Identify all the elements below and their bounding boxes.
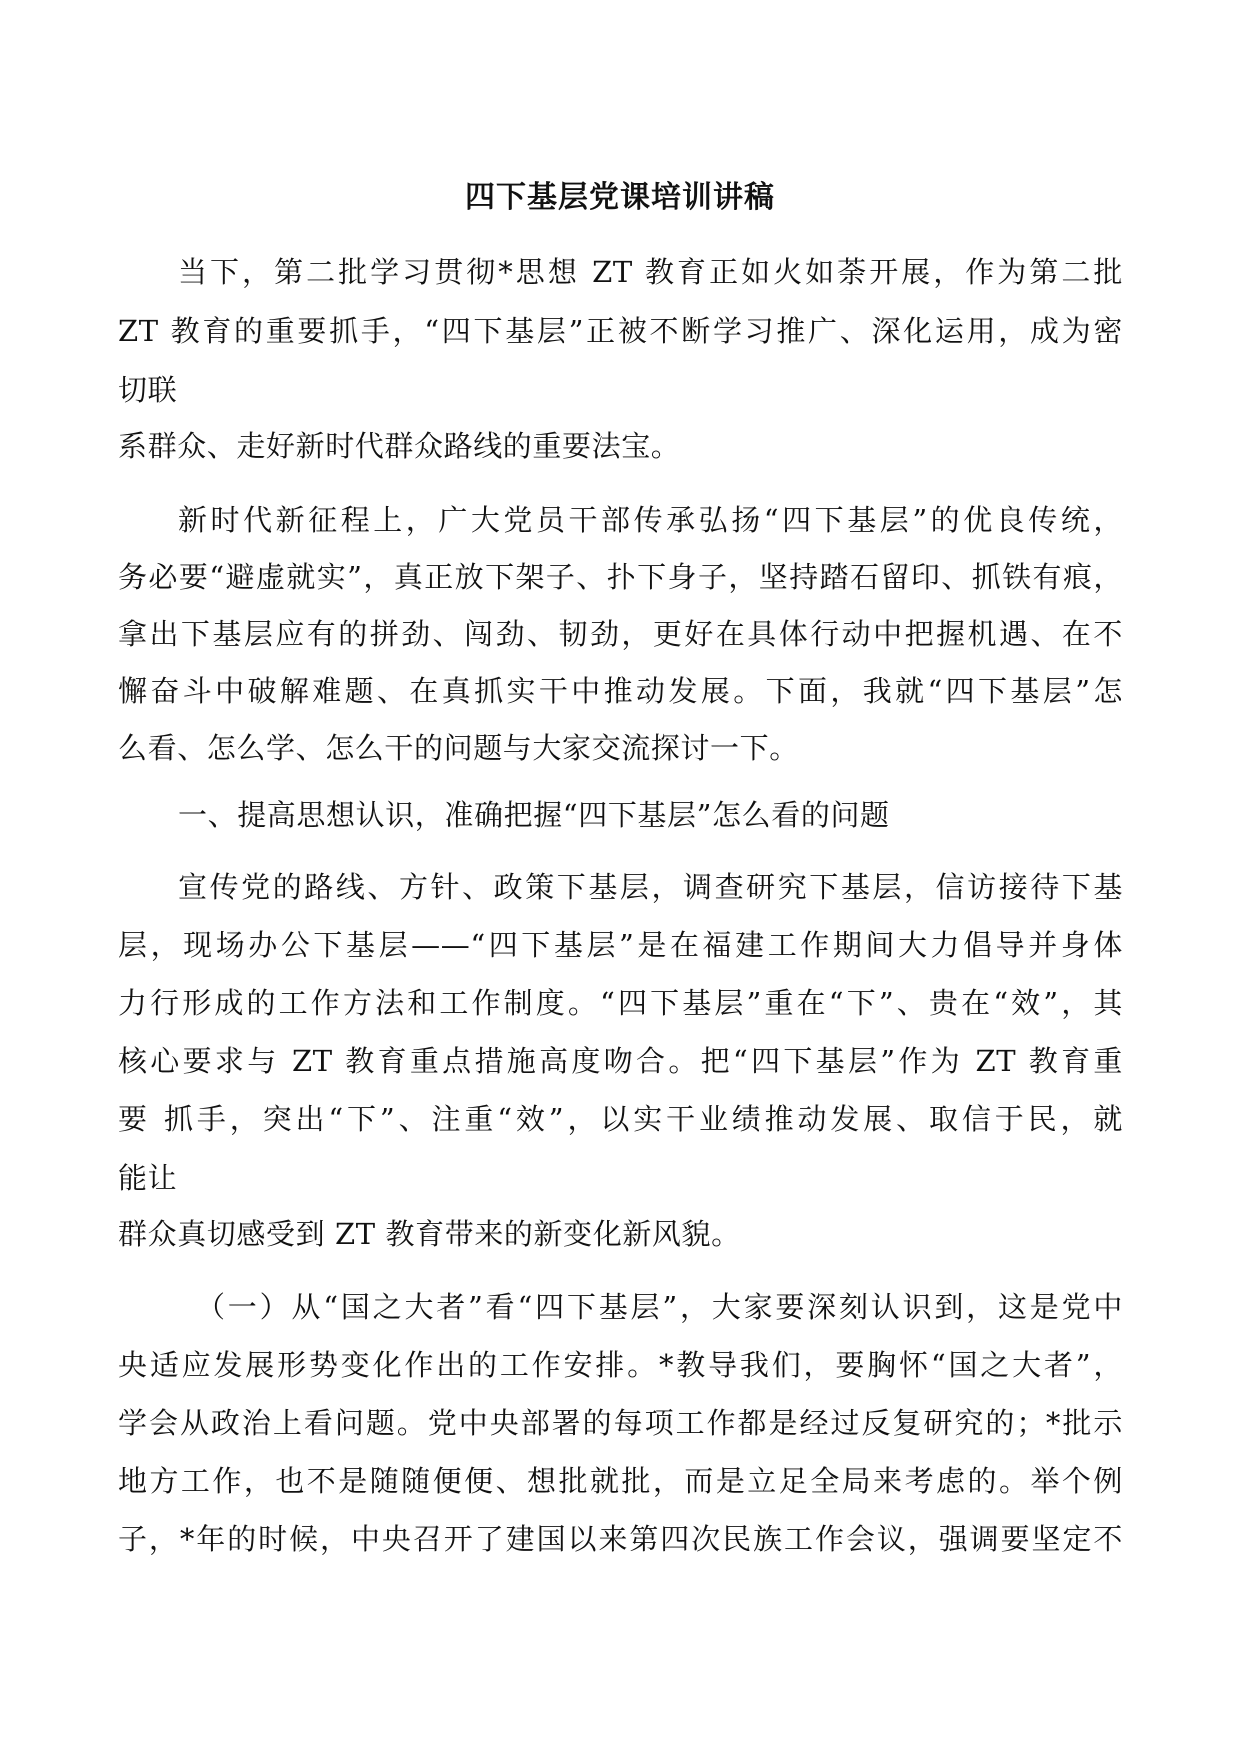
text-line: 当下，第二批学习贯彻*思想 ZT 教育正如火如荼开展，作为第二批 xyxy=(178,255,1123,289)
text-line: 群众真切感受到 ZT 教育带来的新变化新风貌。 xyxy=(118,1217,741,1251)
text-line: 央适应发展形势变化作出的工作安排。*教导我们，要胸怀“国之大者”， xyxy=(118,1348,1123,1382)
text-line: 切联 xyxy=(118,373,178,407)
text-line: 层，现场办公下基层——“四下基层”是在福建工作期间大力倡导并身体 xyxy=(118,928,1123,962)
text-line: 系群众、走好新时代群众路线的重要法宝。 xyxy=(118,429,681,463)
text-line: 要 抓手，突出“下”、注重“效”，以实干业绩推动发展、取信于民，就 xyxy=(118,1102,1123,1136)
document-title: 四下基层党课培训讲稿 xyxy=(465,180,775,215)
text-line: 学会从政治上看问题。党中央部署的每项工作都是经过反复研究的；*批示 xyxy=(118,1406,1123,1440)
text-line: 务必要“避虚就实”，真正放下架子、扑下身子，坚持踏石留印、抓铁有痕， xyxy=(118,560,1123,594)
text-line: 拿出下基层应有的拼劲、闯劲、韧劲，更好在具体行动中把握机遇、在不 xyxy=(118,617,1123,651)
text-line: 懈奋斗中破解难题、在真抓实干中推动发展。下面，我就“四下基层”怎 xyxy=(118,674,1123,708)
text-line: 么看、怎么学、怎么干的问题与大家交流探讨一下。 xyxy=(118,731,799,765)
text-line: 新时代新征程上，广大党员干部传承弘扬“四下基层”的优良传统， xyxy=(178,503,1123,537)
text-line: 宣传党的路线、方针、政策下基层，调查研究下基层，信访接待下基 xyxy=(178,870,1123,904)
section-heading: 一、提高思想认识，准确把握“四下基层”怎么看的问题 xyxy=(178,798,890,832)
text-line: 能让 xyxy=(118,1161,178,1195)
text-line: 力行形成的工作方法和工作制度。“四下基层”重在“下”、贵在“效”，其 xyxy=(118,986,1123,1020)
text-line: 子，*年的时候，中央召开了建国以来第四次民族工作会议，强调要坚定不 xyxy=(118,1522,1123,1556)
text-line: 地方工作，也不是随随便便、想批就批，而是立足全局来考虑的。举个例 xyxy=(118,1464,1123,1498)
text-line: （一）从“国之大者”看“四下基层”，大家要深刻认识到，这是党中 xyxy=(196,1290,1123,1324)
text-line: ZT 教育的重要抓手，“四下基层”正被不断学习推广、深化运用，成为密 xyxy=(118,314,1123,348)
text-line: 核心要求与 ZT 教育重点措施高度吻合。把“四下基层”作为 ZT 教育重 xyxy=(118,1044,1123,1078)
